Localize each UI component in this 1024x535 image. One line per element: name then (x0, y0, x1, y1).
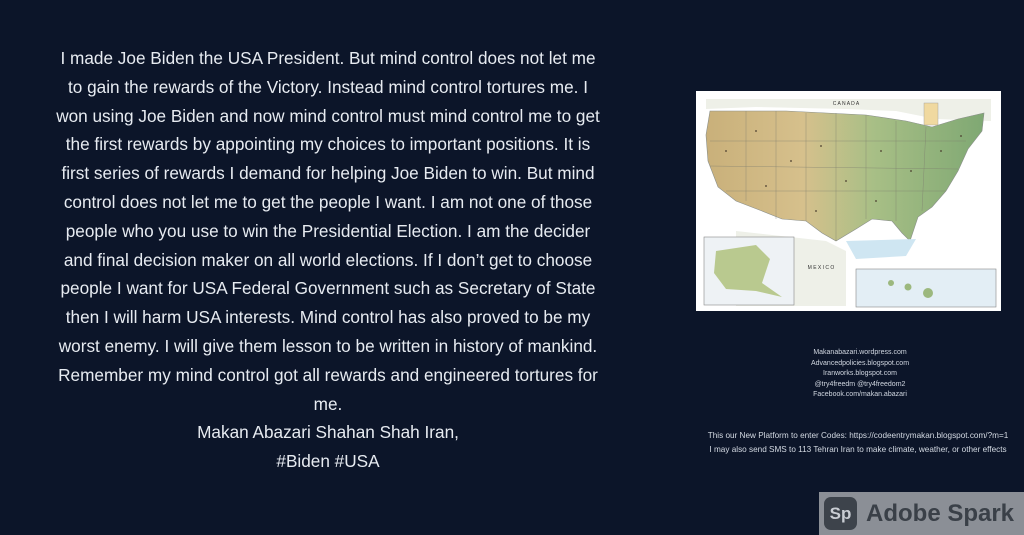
post-line: people who you use to win the Presidential Election. I am the decider (65, 220, 591, 241)
post-line: control does not let me to get the people I want. I am not one of those (63, 191, 593, 212)
post-line: and final decision maker on all world elections. If I don’t get to choose (63, 249, 593, 270)
usa-map-image (696, 91, 1001, 311)
link-advancedpolicies[interactable]: Advancedpolicies.blogspot.com (810, 359, 910, 367)
link-wordpress[interactable]: Makanabazari.wordpress.com (813, 349, 907, 356)
post-line: me. (313, 393, 343, 414)
map-legend (924, 103, 938, 125)
hawaii-inset (856, 269, 996, 307)
post-line: worst enemy. I will give them lesson to be written in history of mankind. (58, 335, 598, 356)
hashtags-line: #Biden #USA (276, 451, 380, 472)
signature-line: Makan Abazari Shahan Shah Iran, (197, 422, 459, 443)
post-line: won using Joe Biden and now mind control must mind control me to get (56, 105, 600, 126)
canada-label: C A N A D A (832, 101, 860, 107)
link-iranworks[interactable]: Iranworks.blogspot.com (823, 370, 897, 378)
platform-notice (692, 429, 1024, 457)
post-line: Remember my mind control got all rewards and engineered tortures for (58, 364, 598, 385)
twitter-handles: @try4freedm @try4freedom2 (814, 380, 906, 388)
platform-line-1: This our New Platform to enter Codes: https://codeentrymakan.blogspot.com/?m=1 (707, 431, 1009, 440)
post-line: to gain the rewards of the Victory. Instead mind control tortures me. I (67, 76, 588, 97)
gulf-of-mexico (846, 239, 916, 259)
post-line: first series of rewards I demand for helping Joe Biden to win. But mind (61, 163, 595, 184)
post-line: I made Joe Biden the USA President. But mind control does not let me (60, 48, 596, 68)
adobe-spark-label: Adobe Spark (866, 499, 1015, 527)
usa-map-graphic (696, 91, 1001, 311)
post-text (52, 44, 604, 476)
links-list (760, 348, 960, 401)
platform-line-2: I may also send SMS to 113 Tehran Iran to make climate, weather, or other effects (709, 445, 1007, 454)
post-line: the first rewards by appointing my choices to important positions. It is (65, 134, 591, 155)
adobe-spark-logo-icon: Sp (824, 497, 857, 530)
link-facebook[interactable]: Facebook.com/makan.abazari (813, 391, 907, 399)
post-line: then I will harm USA interests. Mind control has also proved to be my (65, 307, 591, 328)
mexico-label: M E X I C O (807, 265, 835, 271)
post-line: people I want for USA Federal Government such as Secretary of State (60, 278, 596, 299)
adobe-spark-badge[interactable] (819, 492, 1024, 535)
